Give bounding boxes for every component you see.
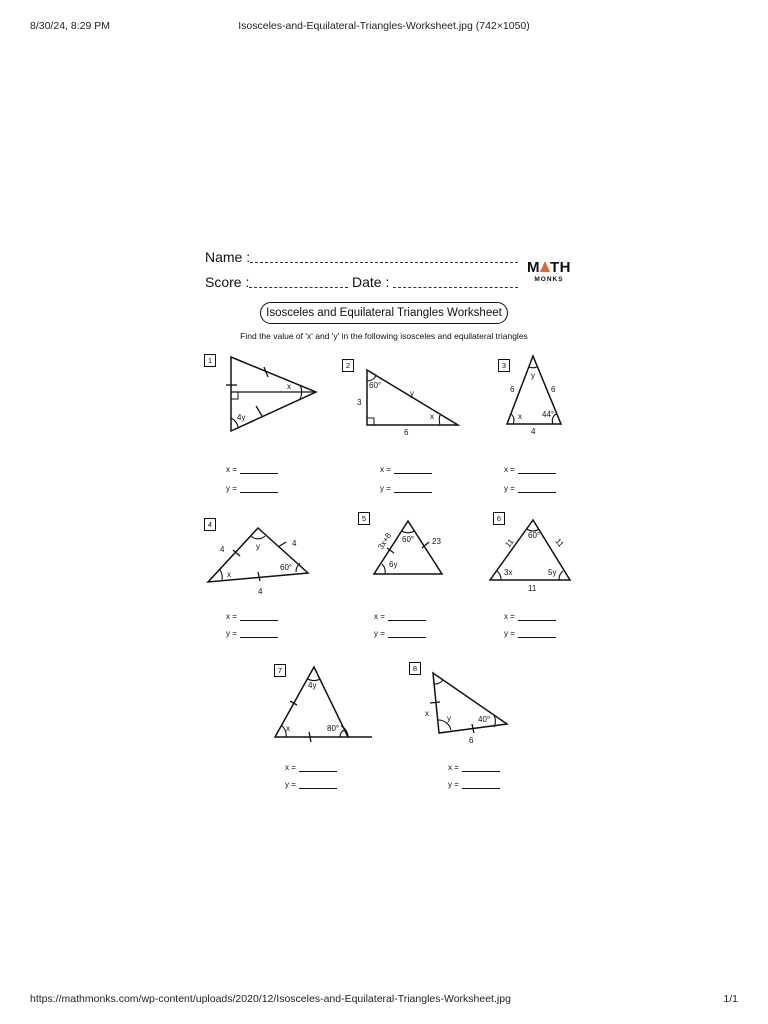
problem-number: 4 — [204, 518, 216, 531]
answer-blank — [518, 473, 556, 474]
answer-y-label: y = — [380, 484, 391, 493]
answer-x-label: x = — [374, 612, 385, 621]
answer-y-label: y = — [226, 629, 237, 638]
triangle-label: 6 — [510, 385, 515, 394]
answer-y-label: y = — [285, 780, 296, 789]
triangle-label: 6 — [469, 736, 474, 745]
name-label: Name : — [205, 249, 251, 265]
answer-y — [285, 780, 337, 789]
triangle-label: x — [518, 412, 522, 421]
answer-blank — [240, 492, 278, 493]
triangle-label: 60° — [528, 531, 541, 540]
answer-x — [380, 465, 432, 474]
triangle-label: 6 — [404, 428, 409, 437]
logo-subtext: MONKS — [534, 276, 564, 283]
triangle-label: x — [425, 709, 429, 718]
answer-blank — [388, 620, 426, 621]
triangle-label: 4 — [258, 587, 263, 596]
answer-y-label: y = — [374, 629, 385, 638]
answer-blank — [462, 771, 500, 772]
date-label: Date : — [352, 274, 390, 290]
triangle-label: 6 — [551, 385, 556, 394]
answer-x — [285, 763, 337, 772]
answer-y — [504, 629, 556, 638]
triangle-label: 80° — [327, 724, 340, 733]
answer-x-label: x = — [504, 612, 515, 621]
triangle-label: 5y — [548, 568, 557, 577]
triangle-label: 3x+8 — [376, 531, 394, 552]
answer-blank — [518, 637, 556, 638]
triangle-label: x — [286, 724, 290, 733]
triangle-label: 4y — [308, 681, 317, 690]
answer-blank — [299, 788, 337, 789]
answer-x — [504, 465, 556, 474]
answer-x-label: x = — [226, 465, 237, 474]
answer-blank — [240, 637, 278, 638]
answer-y-label: y = — [504, 484, 515, 493]
answer-y — [380, 484, 432, 493]
triangle-label: x — [287, 382, 291, 391]
triangle-label: 3x — [504, 568, 513, 577]
answer-x-label: x = — [504, 465, 515, 474]
print-page-number: 1/1 — [723, 993, 738, 1005]
answer-blank — [299, 771, 337, 772]
triangle-label: 3 — [357, 398, 362, 407]
triangle-label: 40° — [478, 715, 491, 724]
answer-y — [226, 484, 278, 493]
triangle-label: 4 — [220, 545, 225, 554]
triangle-6-figure — [490, 520, 570, 580]
triangle-label: 4 — [292, 539, 297, 548]
answer-x-label: x = — [380, 465, 391, 474]
problem-number: 8 — [409, 662, 421, 675]
triangle-label: y — [256, 542, 260, 551]
answer-y — [374, 629, 426, 638]
answer-y — [504, 484, 556, 493]
triangle-label: 23 — [432, 537, 441, 546]
problem-number: 3 — [498, 359, 510, 372]
problem-number: 5 — [358, 512, 370, 525]
triangle-label: 11 — [553, 536, 566, 549]
answer-blank — [462, 788, 500, 789]
answer-x-label: x = — [285, 763, 296, 772]
answer-blank — [518, 492, 556, 493]
answer-y-label: y = — [504, 629, 515, 638]
logo-text-m: M — [527, 259, 540, 276]
triangle-label: 60° — [402, 535, 415, 544]
answer-blank — [388, 637, 426, 638]
triangle-label: 44° — [542, 410, 555, 419]
answer-x — [374, 612, 426, 621]
triangle-label: x — [227, 570, 231, 579]
answer-x-label: x = — [448, 763, 459, 772]
answer-y — [448, 780, 500, 789]
problem-number: 2 — [342, 359, 354, 372]
answer-blank — [518, 620, 556, 621]
triangle-label: 11 — [528, 584, 537, 593]
answer-x-label: x = — [226, 612, 237, 621]
answer-blank — [394, 492, 432, 493]
triangle-label: y — [531, 371, 535, 380]
score-label: Score : — [205, 274, 250, 290]
triangle-label: 6y — [389, 560, 398, 569]
triangle-label: 60° — [280, 563, 293, 572]
answer-x — [226, 612, 278, 621]
triangle-4-figure — [208, 528, 308, 582]
triangle-label: 60° — [369, 381, 382, 390]
answer-blank — [394, 473, 432, 474]
answer-y-label: y = — [226, 484, 237, 493]
logo-text-th: TH — [550, 259, 571, 276]
answer-x — [226, 465, 278, 474]
triangle-label: x — [430, 412, 434, 421]
answer-x — [504, 612, 556, 621]
problem-number: 7 — [274, 664, 286, 677]
answer-y-label: y = — [448, 780, 459, 789]
print-doc-title: Isosceles-and-Equilateral-Triangles-Worksheet.jpg (742×1050) — [238, 20, 530, 32]
instruction-text: Find the value of 'x' and 'y' in the following isosceles and equilateral triangles — [240, 331, 528, 341]
problem-number: 1 — [204, 354, 216, 367]
answer-y — [226, 629, 278, 638]
print-url: https://mathmonks.com/wp-content/uploads/2020/12/Isosceles-and-Equilateral-Triangles-Worksheet.jpg — [30, 993, 511, 1005]
problem-number: 6 — [493, 512, 505, 525]
triangle-label: 4y — [237, 413, 246, 422]
triangle-label: y — [447, 714, 451, 723]
triangle-label: 4 — [531, 427, 536, 436]
answer-x — [448, 763, 500, 772]
answer-blank — [240, 620, 278, 621]
answer-blank — [240, 473, 278, 474]
worksheet-title: Isosceles and Equilateral Triangles Worksheet — [260, 302, 508, 324]
triangle-label: 11 — [503, 537, 516, 550]
triangle-8-figure — [430, 673, 507, 733]
triangle-label: y — [410, 389, 414, 398]
print-datetime: 8/30/24, 8:29 PM — [30, 20, 110, 32]
